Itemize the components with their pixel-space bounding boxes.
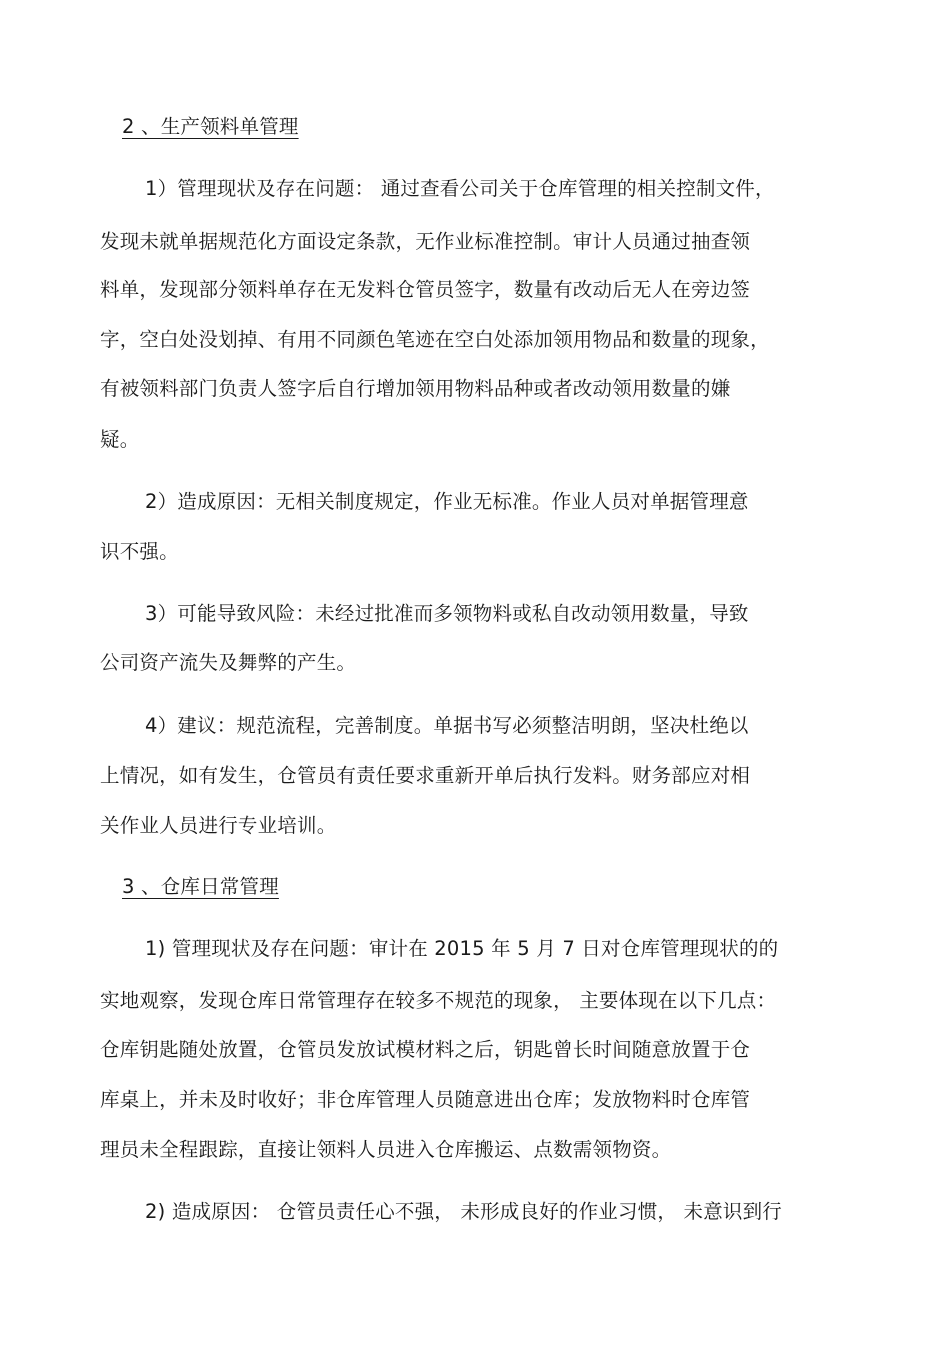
section-2-p1-line-4: 字，空白处没划掉、有用不同颜色笔迹在空白处添加领用物品和数量的现象， bbox=[100, 328, 770, 351]
section-2-p1-line-3: 料单，发现部分领料单存在无发料仓管员签字，数量有改动后无人在旁边签 bbox=[100, 278, 751, 301]
section-3-p1-line-3: 仓库钥匙随处放置，仓管员发放试模材料之后，钥匙曾长时间随意放置于仓 bbox=[100, 1038, 751, 1061]
section-2-p4-line-3: 关作业人员进行专业培训。 bbox=[100, 814, 337, 837]
section-3-p2-line-1: 2) 造成原因： 仓管员责任心不强， 未形成良好的作业习惯， 未意识到行 bbox=[145, 1200, 783, 1223]
section-2-heading: 2 、生产领料单管理 bbox=[122, 115, 299, 138]
section-2-p3-line-1: 3）可能导致风险：未经过批准而多领物料或私自改动领用数量，导致 bbox=[145, 602, 749, 625]
section-3-p1-line-4: 库桌上，并未及时收好；非仓库管理人员随意进出仓库；发放物料时仓库管 bbox=[100, 1088, 751, 1111]
section-2-p2-line-1: 2）造成原因：无相关制度规定，作业无标准。作业人员对单据管理意 bbox=[145, 490, 749, 513]
section-2-p1-line-5: 有被领料部门负责人签字后自行增加领用物料品种或者改动领用数量的嫌 bbox=[100, 377, 731, 400]
section-2-p4-line-2: 上情况，如有发生，仓管员有责任要求重新开单后执行发料。财务部应对相 bbox=[100, 764, 751, 787]
section-2-p1-line-2: 发现未就单据规范化方面设定条款，无作业标准控制。审计人员通过抽查领 bbox=[100, 230, 751, 253]
section-2-p1-line-6: 疑。 bbox=[100, 428, 140, 451]
section-2-p4-line-1: 4）建议：规范流程，完善制度。单据书写必须整洁明朗，坚决杜绝以 bbox=[145, 714, 749, 737]
section-3-heading: 3 、仓库日常管理 bbox=[122, 875, 279, 898]
section-2-p2-line-2: 识不强。 bbox=[100, 540, 179, 563]
section-2-p3-line-2: 公司资产流失及舞弊的产生。 bbox=[100, 651, 357, 674]
section-3-p1-line-2: 实地观察，发现仓库日常管理存在较多不规范的现象， 主要体现在以下几点： bbox=[100, 989, 777, 1012]
section-3-p1-line-5: 理员未全程跟踪，直接让领料人员进入仓库搬运、点数需领物资。 bbox=[100, 1138, 672, 1161]
section-3-p1-line-1: 1) 管理现状及存在问题：审计在 2015 年 5 月 7 日对仓库管理现状的的 bbox=[145, 937, 779, 960]
section-2-p1-line-1: 1）管理现状及存在问题： 通过查看公司关于仓库管理的相关控制文件， bbox=[145, 177, 775, 200]
